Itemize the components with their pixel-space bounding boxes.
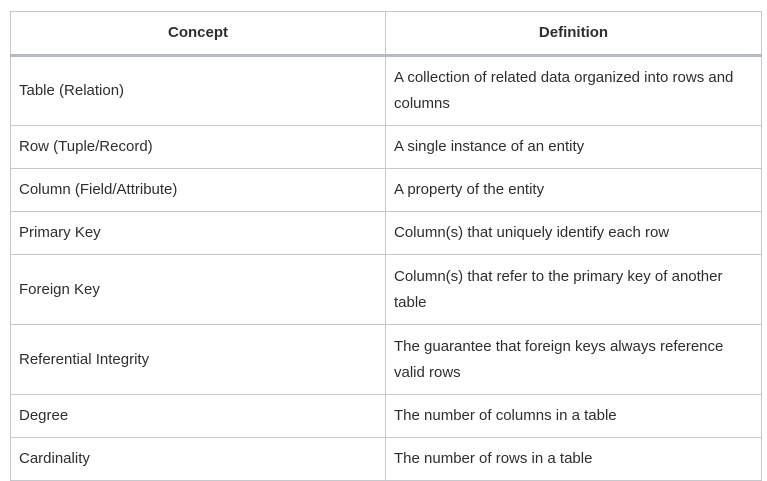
header-definition: Definition xyxy=(386,12,762,56)
table-row xyxy=(11,126,762,169)
definition-cell: The guarantee that foreign keys always reference valid rows xyxy=(386,325,762,395)
definition-cell: The number of columns in a table xyxy=(386,395,762,438)
concept-cell: Cardinality xyxy=(11,438,386,481)
table-row xyxy=(11,255,762,325)
definition-cell: Column(s) that uniquely identify each row xyxy=(386,212,762,255)
table-row xyxy=(11,56,762,126)
definition-cell: The number of rows in a table xyxy=(386,438,762,481)
concepts-table xyxy=(10,11,762,481)
definition-cell: A collection of related data organized into rows and columns xyxy=(386,56,762,126)
table-row xyxy=(11,395,762,438)
concept-cell: Row (Tuple/Record) xyxy=(11,126,386,169)
table-row xyxy=(11,212,762,255)
table-row xyxy=(11,325,762,395)
concept-cell: Table (Relation) xyxy=(11,56,386,126)
concept-cell: Degree xyxy=(11,395,386,438)
concept-cell: Referential Integrity xyxy=(11,325,386,395)
header-concept: Concept xyxy=(11,12,386,56)
table-row xyxy=(11,438,762,481)
table-row xyxy=(11,169,762,212)
definition-cell: A property of the entity xyxy=(386,169,762,212)
concept-cell: Column (Field/Attribute) xyxy=(11,169,386,212)
table-header-row xyxy=(11,12,762,56)
table-container xyxy=(10,11,761,481)
concept-cell: Foreign Key xyxy=(11,255,386,325)
concept-cell: Primary Key xyxy=(11,212,386,255)
definition-cell: Column(s) that refer to the primary key of another table xyxy=(386,255,762,325)
definition-cell: A single instance of an entity xyxy=(386,126,762,169)
